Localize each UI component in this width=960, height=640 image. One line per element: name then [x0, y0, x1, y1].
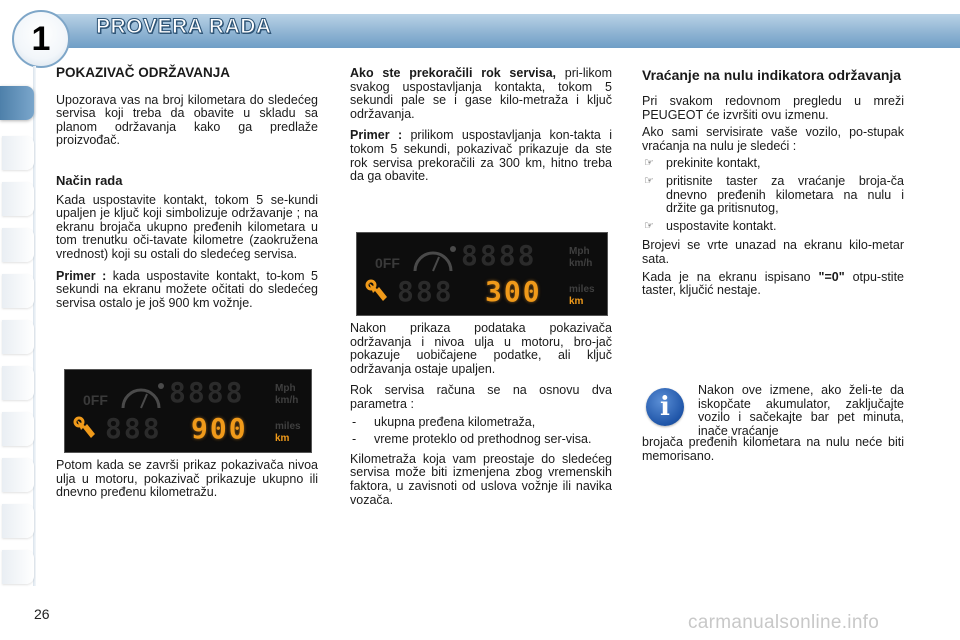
section-heading: POKAZIVAČ ODRŽAVANJA: [56, 65, 231, 80]
list-bullet: -: [352, 414, 357, 429]
watermark: carmanualsonline.info: [688, 612, 880, 633]
overdue-example-text: prilikom uspostavljanja kon-takta i tokom 5 sekundi, pokazivač prikazuje da ste rok servisa prekoračili za 300 km, hitno treba da ga obavite.: [350, 128, 612, 184]
column-right: [642, 68, 904, 306]
operation-paragraph: Kada uspostavite kontakt, tokom 5 se-kundi upaljen je ključ koji simbolizuje održavanje ; na ekranu brojača ukupno pređenih kilometara u tom trenutku oči-tavate kilometre (zaokružena vrednost) koji su ostali do sledećeg servisa.: [56, 192, 318, 261]
list-item: - ukupna pređena kilometraža,: [352, 414, 536, 429]
wrench-icon: [365, 279, 393, 303]
pointing-hand-icon: ☞: [644, 219, 654, 232]
info-icon: i: [646, 388, 684, 426]
closing-paragraph: Kilometraža koja vam preostaje do sledećeg servisa može biti izmenjena zbog vremenskih faktora, u zavisnoti od uslova vožnje ili navika vozača.: [350, 451, 612, 507]
page-number: 26: [34, 606, 50, 622]
chapter-tab-3[interactable]: [2, 182, 34, 216]
column-middle-top: [350, 67, 612, 192]
off-label: 0FF: [375, 255, 400, 271]
bottom-left-digits: 888: [105, 412, 162, 445]
chapter-tab-6[interactable]: [2, 320, 34, 354]
list-item: ☞ uspostavite kontakt.: [644, 218, 777, 233]
reset-heading: Vraćanje na nulu indikatora održavanja: [642, 67, 902, 83]
wrench-icon: [73, 416, 101, 440]
unit-miles: miles: [275, 421, 301, 432]
chapter-tab-2[interactable]: [2, 136, 34, 170]
off-label: 0FF: [83, 392, 108, 408]
dashboard-display-300: [356, 232, 608, 316]
chapter-tabs: [0, 66, 40, 586]
info-note-indented: [698, 384, 904, 438]
chapter-title: PROVERA RADA: [96, 15, 272, 38]
chapter-tab-5[interactable]: [2, 274, 34, 308]
after-display-paragraph: Potom kada se završi prikaz pokazivača nivoa ulja u motoru, pokazivač prikazuje ukupno ili dnevno pređenu kilometražu.: [56, 458, 318, 500]
chapter-tab-1[interactable]: [0, 86, 34, 120]
overdue-paragraph: [350, 67, 612, 121]
chapter-tab-7[interactable]: [2, 366, 34, 400]
reset-steps: [642, 157, 904, 233]
info-note-full: [642, 436, 904, 463]
basis-list: [350, 416, 612, 447]
chapter-tab-9[interactable]: [2, 458, 34, 492]
unit-mph: Mph: [275, 383, 296, 394]
overdue-label: Ako ste prekoračili rok servisa,: [350, 66, 556, 80]
overdue-text: pri-likom svakog uspostavljanja kontakta, tokom 5 sekundi pale se i gase kilo-metraža i ključ održavanja.: [350, 66, 612, 121]
list-item: - vreme proteklo od prethodnog ser-visa.: [352, 432, 592, 447]
column-left: [56, 66, 318, 318]
example-paragraph: [56, 270, 318, 311]
list-item: ☞ pritisnite taster za vraćanje broja-ča dnevno pređenih kilometara na nulu i držite ga pritisnutog,: [644, 173, 904, 216]
column-left-after: [56, 459, 318, 508]
top-digits: 8888: [169, 376, 245, 409]
list-item: ☞ prekinite kontakt,: [644, 156, 761, 171]
chapter-number-badge: 1: [12, 10, 70, 68]
unit-miles: miles: [569, 284, 595, 295]
chapter-tab-10[interactable]: [2, 504, 34, 538]
gauge-icon: [117, 378, 167, 412]
zero-value: "=0": [818, 269, 845, 284]
dashboard-display-900: [64, 369, 312, 453]
unit-km: km: [275, 433, 290, 444]
unit-kmh: km/h: [275, 395, 299, 406]
reset-para-3: Brojevi se vrte unazad na ekranu kilo-metar sata.: [642, 238, 904, 266]
overdue-distance-value: 300: [485, 275, 542, 308]
gauge-icon: [409, 241, 459, 275]
example-text: kada uspostavite kontakt, to-kom 5 sekundi na ekranu možete očitati do sledećeg servisa ostalo je još 900 km vožnje.: [56, 268, 318, 310]
unit-mph: Mph: [569, 246, 590, 257]
column-middle-bottom: [350, 322, 612, 515]
pointing-hand-icon: ☞: [644, 157, 654, 170]
unit-km: km: [569, 296, 584, 307]
chapter-tab-11[interactable]: [2, 550, 34, 584]
overdue-example-label: Primer :: [350, 128, 403, 143]
unit-kmh: km/h: [569, 258, 593, 269]
reset-para-4: Kada je na ekranu ispisano "=0" otpu-stite taster, ključić nestaje.: [642, 269, 904, 298]
example-label: Primer :: [56, 268, 107, 283]
subheading-operation: Način rada: [56, 172, 123, 188]
info-text-part-2: brojača pređenih kilometara na nulu neće biti memorisano.: [642, 435, 904, 463]
info-text-part-1: Nakon ove izmene, ako želi-te da iskopčate akumulator, zaključajte vozilo i sačekajte bar pet minuta, inače vraćanje: [698, 383, 904, 438]
basis-intro: Rok servisa računa se na osnovu dva parametra :: [350, 383, 612, 411]
intro-paragraph: Upozorava vas na broj kilometara do sledećeg servisa koji treba da obavite u skladu sa planom održavanja kako ga predlaže proizvođač.: [56, 92, 318, 148]
after-display-paragraph: Nakon prikaza podataka pokazivača održavanja i nivoa ulja u motoru, bro-jač pokazuje uobičajene podatke, ali ključ održavanja ostaje upaljen.: [350, 321, 612, 376]
top-digits: 8888: [461, 239, 537, 272]
pointing-hand-icon: ☞: [644, 174, 654, 187]
chapter-tab-4[interactable]: [2, 228, 34, 262]
bottom-left-digits: 888: [397, 275, 454, 308]
reset-para-2: Ako sami servisirate vaše vozilo, po-stupak vraćanja na nulu je sledeći :: [642, 125, 904, 153]
list-bullet: -: [352, 432, 357, 447]
chapter-tab-8[interactable]: [2, 412, 34, 446]
overdue-example-paragraph: [350, 129, 612, 183]
remaining-distance-value: 900: [191, 412, 248, 445]
reset-para-1: Pri svakom redovnom pregledu u mreži PEUGEOT će izvršiti ovu izmenu.: [642, 94, 904, 122]
